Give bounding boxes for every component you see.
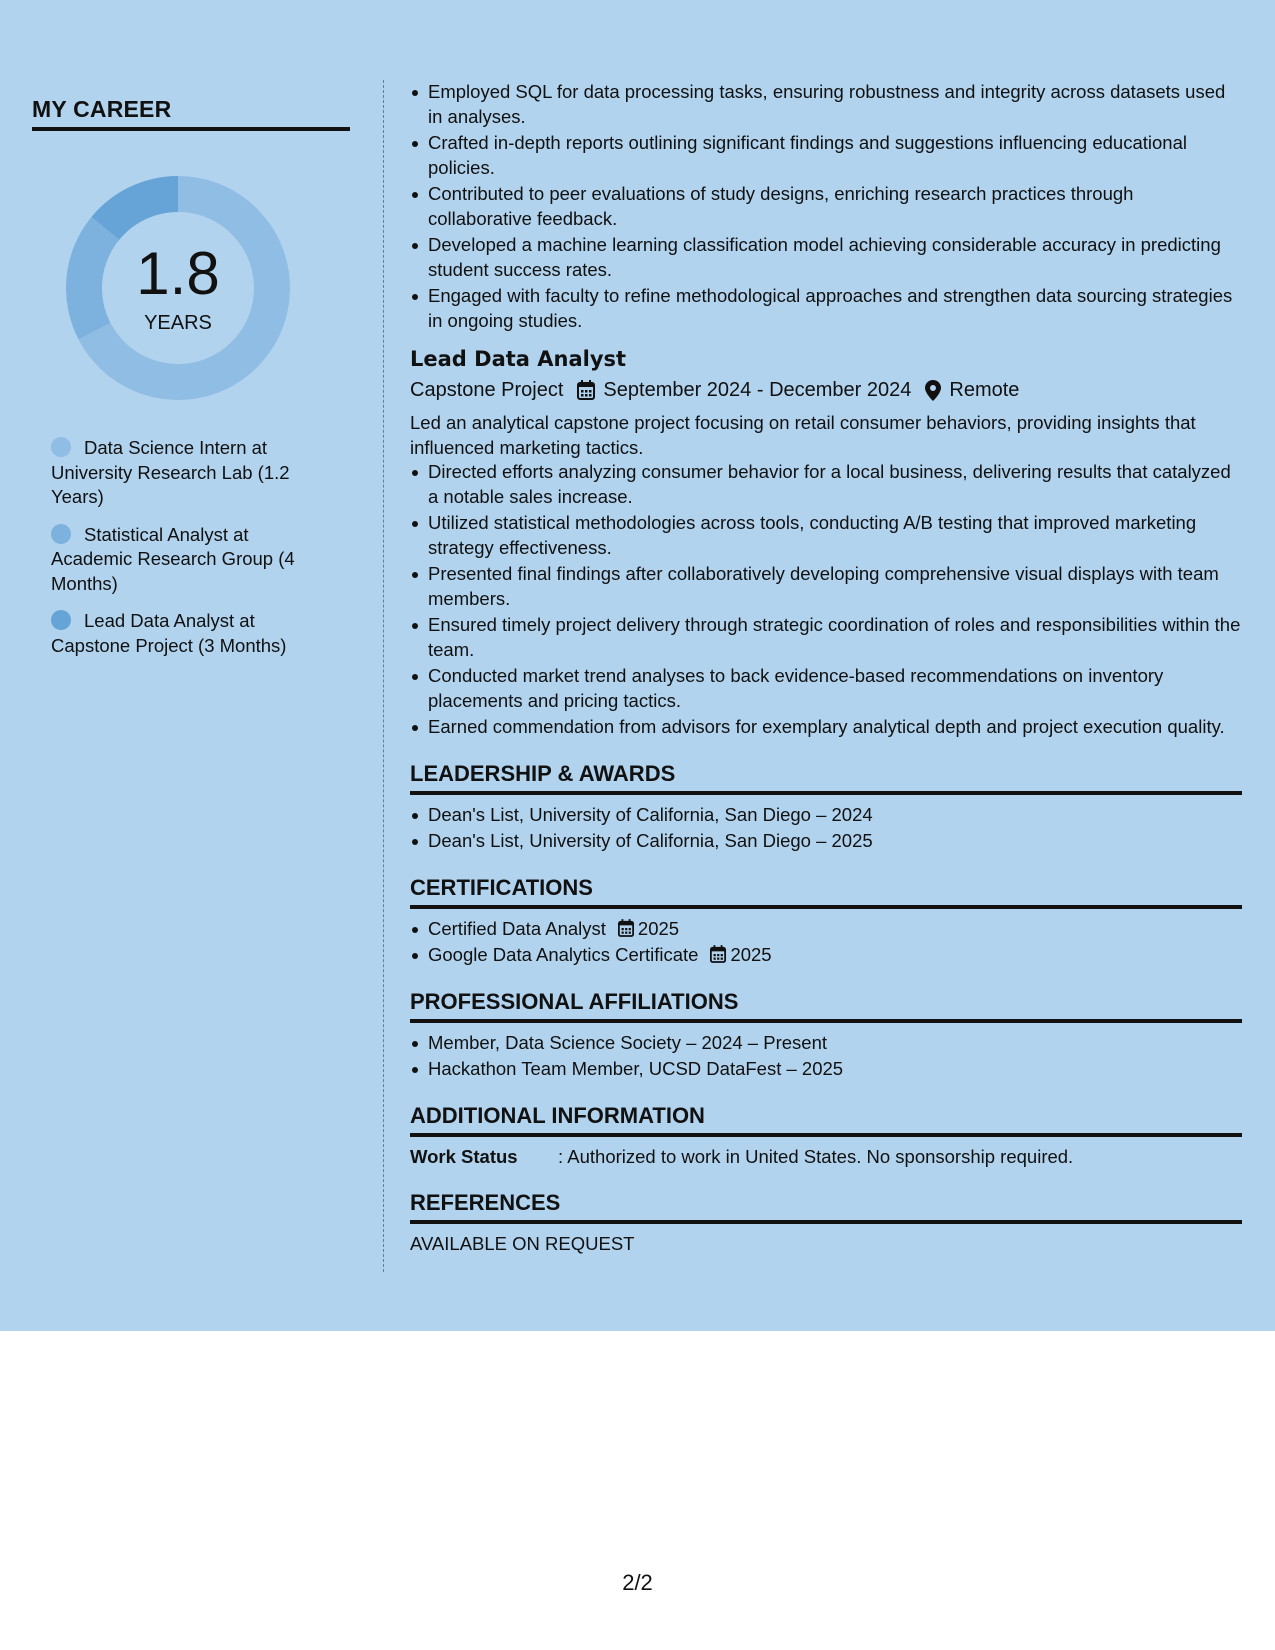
column-divider [383,80,384,1272]
list-item: Crafted in-depth reports outlining significant findings and suggestions influencing educational policies. [428,131,1242,180]
work-status-value: : Authorized to work in United States. No sponsorship required. [558,1145,1074,1167]
certifications-heading: CERTIFICATIONS [410,874,1242,909]
certification-name: Certified Data Analyst [428,917,606,939]
awards-heading: LEADERSHIP & AWARDS [410,760,1242,795]
legend-label: Statistical Analyst at Academic Research Group (4 Months) [51,523,295,594]
list-item: Developed a machine learning classification model achieving considerable accuracy in predicting student success rates. [428,233,1242,282]
job-title: Lead Data Analyst [410,347,627,371]
calendar-icon [577,380,595,400]
legend-item [51,609,311,658]
job-dates: September 2024 - December 2024 [603,379,912,401]
job-location: Remote [949,379,1020,401]
calendar-icon [618,919,634,937]
calendar-icon [710,945,726,963]
awards-list [410,803,1242,854]
list-item: Dean's List, University of California, San Diego – 2024 [428,803,1242,828]
map-pin-icon [925,380,941,401]
certification-year: 2025 [637,917,680,939]
references-heading: REFERENCES [410,1189,1242,1224]
list-item: Hackathon Team Member, UCSD DataFest – 2025 [428,1057,1242,1082]
list-item [428,917,1242,942]
career-panel [32,96,352,656]
list-item: Conducted market trend analyses to back evidence-based recommendations on inventory placements and pricing tactics. [428,664,1242,713]
list-item: Engaged with faculty to refine methodological approaches and strengthen data sourcing strategies in ongoing studies. [428,284,1242,333]
list-item: Presented final findings after collaboratively developing comprehensive visual displays with team members. [428,562,1242,611]
additional-info-heading: ADDITIONAL INFORMATION [410,1102,1242,1137]
list-item: Ensured timely project delivery through strategic coordination of roles and responsibilities within the team. [428,613,1242,662]
job-company: Capstone Project [410,379,564,401]
affiliations-list [410,1031,1242,1082]
work-status-label: Work Status [410,1145,518,1167]
list-item: Contributed to peer evaluations of study designs, enriching research practices through collaborative feedback. [428,182,1242,231]
previous-job-bullets [410,80,1242,333]
job-meta [410,375,1242,405]
legend-label: Data Science Intern at University Research Lab (1.2 Years) [51,437,290,507]
work-status-row [410,1145,1242,1169]
affiliations-heading: PROFESSIONAL AFFILIATIONS [410,988,1242,1023]
job-description: Led an analytical capstone project focusing on retail consumer behaviors, providing insights that influenced marketing tactics. [410,412,1196,458]
career-heading: MY CAREER [32,96,350,131]
list-item: Utilized statistical methodologies across tools, conducting A/B testing that improved marketing strategy effectiveness. [428,511,1242,560]
career-total-value: 1.8 [136,240,220,307]
career-total [66,176,290,400]
list-item: Member, Data Science Society – 2024 – Present [428,1031,1242,1056]
list-item: Directed efforts analyzing consumer behavior for a local business, delivering results that catalyzed a notable sales increase. [428,460,1242,509]
list-item: Earned commendation from advisors for exemplary analytical depth and project execution quality. [428,715,1242,740]
legend-dot [51,610,71,630]
legend-dot [51,524,71,544]
career-legend [51,436,311,671]
certification-name: Google Data Analytics Certificate [428,944,699,965]
legend-item [51,523,311,597]
list-item [428,943,1242,968]
job-bullets [410,460,1242,740]
references-text: AVAILABLE ON REQUEST [410,1232,635,1254]
legend-label: Lead Data Analyst at Capstone Project (3 Months) [51,610,287,656]
certifications-list [410,917,1242,968]
legend-item [51,436,311,510]
legend-dot [51,437,71,457]
career-total-unit: YEARS [144,312,212,334]
main-content [410,80,1242,1256]
list-item: Employed SQL for data processing tasks, ensuring robustness and integrity across datasets used in analyses. [428,80,1242,129]
list-item: Dean's List, University of California, San Diego – 2025 [428,829,1242,854]
certification-year: 2025 [730,944,772,965]
page-number: 2/2 [622,1570,653,1595]
